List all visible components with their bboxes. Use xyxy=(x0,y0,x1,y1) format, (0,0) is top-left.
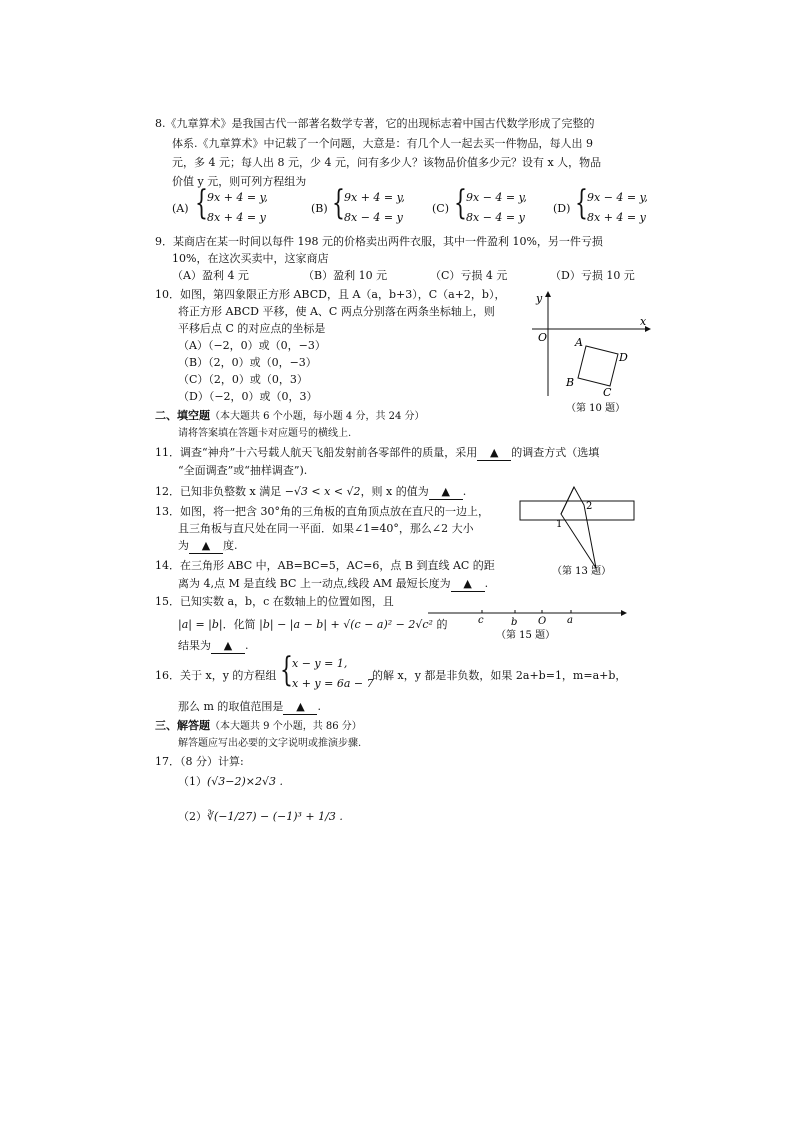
q15-line1: 15．已知实数 a，b，c 在数轴上的位置如图，且 xyxy=(155,595,394,608)
option-label: (B) xyxy=(311,202,328,215)
q15-text-result: 结果为 xyxy=(178,639,211,652)
brace-icon: { xyxy=(195,183,208,223)
q9-option-d: （D）亏损 10 元 xyxy=(550,269,635,282)
q15-expression: |b| − |a − b| + √(c − a)² − 2√c² xyxy=(259,618,433,631)
option-label: (C) xyxy=(432,202,449,215)
q15-line3: 结果为 ▲ . xyxy=(178,639,249,652)
q14-line1: 14．在三角形 ABC 中，AB=BC=5，AC=6，点 B 到直线 AC 的距 xyxy=(155,559,495,572)
point-a-label: A xyxy=(575,336,583,349)
brace-icon: { xyxy=(575,183,588,223)
origin-label: O xyxy=(538,331,548,344)
q11-text-a: 11．调查“神舟”十六号载人航天飞船发射前各零部件的质量，采用 xyxy=(155,446,478,459)
angle-2-label: 2 xyxy=(586,501,593,512)
q11-line1 xyxy=(155,446,599,461)
q10-option-c: （C）（2，0）或（0，3） xyxy=(178,373,308,386)
q12-text-pre: 12．已知非负整数 x 满足 xyxy=(155,485,282,498)
brace-icon: { xyxy=(332,183,345,223)
q11-line2: “全面调查”或“抽样调查”). xyxy=(178,464,308,477)
q8-line4: 价值 y 元，则可列方程组为 xyxy=(172,175,307,188)
answer-blank: ▲ xyxy=(283,700,317,715)
brace-icon: { xyxy=(454,183,467,223)
q17-expression-1: (√3−2)×2√3 . xyxy=(207,775,284,788)
section-2-heading xyxy=(155,409,425,424)
q14-line2: 离为 4,点 M 是直线 BC 上一动点,线段 AM 最短长度为 ▲ . xyxy=(178,577,489,590)
q16-text: 那么 m 的取值范围是 xyxy=(178,700,284,713)
part-label: （1） xyxy=(178,775,207,788)
q10-figure xyxy=(528,288,658,416)
section-2-note: （本大题共 6 个小题，每小题 4 分，共 24 分） xyxy=(210,411,425,422)
q9-option-a: （A）盈利 4 元 xyxy=(172,269,249,282)
origin-label: O xyxy=(538,616,547,627)
part-label: （2） xyxy=(178,810,207,823)
q15-text-end: 的 xyxy=(436,618,448,631)
q8-line3: 元，多 4 元；每人出 8 元，少 4 元，问有多少人？该物品价值多少元？设有 x 人，物品 xyxy=(172,156,602,169)
point-b-label: B xyxy=(566,376,575,389)
equation: 9x − 4 = y, xyxy=(587,191,648,204)
option-label: (D) xyxy=(553,202,571,215)
equation: 9x + 4 = y, xyxy=(344,191,405,204)
point-d-label: D xyxy=(619,351,628,364)
y-axis-label: y xyxy=(536,292,543,305)
option-label: (A) xyxy=(172,202,189,215)
q13-line1: 13．如图，将一把含 30°角的三角板的直角顶点放在直尺的一边上， xyxy=(155,505,489,518)
q13-text-b: 度. xyxy=(223,539,238,552)
equation: 8x + 4 = y xyxy=(207,211,266,224)
q10-option-d: （D）（−2，0）或（0，3） xyxy=(178,390,318,403)
ruler xyxy=(520,501,634,520)
section-3-note: （本大题共 9 个小题，共 86 分） xyxy=(210,721,362,732)
equation: 9x + 4 = y, xyxy=(207,191,268,204)
q10-option-a: （A）（−2，0）或（0，−3） xyxy=(178,339,326,352)
q12-text-post: ，则 x 的值为 xyxy=(360,485,429,498)
point-c-label: C xyxy=(603,386,612,399)
q9-line1: 9．某商店在某一时间以每件 198 元的价格卖出两件衣服，其中一件盈利 10%，另一件亏损 xyxy=(155,235,603,248)
point-c-label: c xyxy=(478,615,484,626)
angle-1-label: 1 xyxy=(556,519,563,530)
q17-part2 xyxy=(178,810,343,824)
answer-blank: ▲ xyxy=(451,577,485,592)
q10-line1: 10．如图，第四象限正方形 ABCD，且 A（a，b+3），C（a+2，b）， xyxy=(155,288,506,301)
point-a-label: a xyxy=(567,615,573,626)
q15-line2 xyxy=(178,618,447,632)
q8-line1: 8.《九章算术》是我国古代一部著名数学专著，它的出现标志着中国古代数学形成了完整的 xyxy=(155,117,595,130)
q13-line3 xyxy=(178,539,238,554)
q10-option-b: （B）（2，0）或（0，−3） xyxy=(178,356,317,369)
equation: 9x − 4 = y, xyxy=(466,191,527,204)
square-abcd xyxy=(578,346,618,386)
q17-title: 17．（8 分）计算: xyxy=(155,755,244,768)
q12-inequality: −√3 < x < √2 xyxy=(284,485,361,498)
q13-line2: 且三角板与直尺处在同一平面．如果∠1=40°，那么∠2 大小 xyxy=(178,522,474,535)
section-2-title: 二、填空题 xyxy=(155,409,210,422)
section-3-instruction: 解答题应写出必要的文字说明或推演步骤. xyxy=(178,738,362,749)
q14-text: 离为 4,点 M 是直线 BC 上一动点,线段 AM 最短长度为 xyxy=(178,577,451,590)
q13-text-a: 为 xyxy=(178,539,189,552)
q10-line3: 平移后点 C 的对应点的坐标是 xyxy=(178,322,326,335)
section-3-heading xyxy=(155,719,362,734)
q16-post: 的解 x，y 都是非负数，如果 2a+b=1，m=a+b， xyxy=(372,669,627,682)
q16-line2: 那么 m 的取值范围是 ▲ . xyxy=(178,700,321,713)
q12-line: 12．已知非负整数 x 满足 −√3 < x < √2，则 x 的值为 ▲ . xyxy=(155,485,467,498)
q15-text: ．化简 xyxy=(222,618,256,631)
q13-figure-caption: （第 13 题） xyxy=(552,566,612,577)
equation: 8x − 4 = y xyxy=(466,211,525,224)
q17-part1 xyxy=(178,775,283,789)
q15-figure-caption: （第 15 题） xyxy=(496,630,556,641)
q16-equation-1: x − y = 1, xyxy=(292,657,348,670)
point-b-label: b xyxy=(511,617,518,628)
q9-option-b: （B）盈利 10 元 xyxy=(303,269,388,282)
equation: 8x + 4 = y xyxy=(587,211,646,224)
q9-option-c: （C）亏损 4 元 xyxy=(430,269,508,282)
x-axis-label: x xyxy=(640,315,647,328)
answer-blank: ▲ xyxy=(211,639,245,654)
section-3-title: 三、解答题 xyxy=(155,719,210,732)
q10-line2: 将正方形 ABCD 平移，使 A、C 两点分别落在两条坐标轴上，则 xyxy=(178,305,495,318)
q11-text-b: 的调查方式（选填 xyxy=(511,446,600,459)
q17-expression-2: ∛(−1/27) − (−1)³ + 1/3 . xyxy=(207,810,343,823)
brace-icon: { xyxy=(280,650,293,690)
q9-line2: 10%，在这次买卖中，这家商店 xyxy=(172,252,329,265)
triangle-ruler xyxy=(561,487,596,568)
answer-blank: ▲ xyxy=(189,539,223,554)
q16-equation-2: x + y = 6a − 7 xyxy=(292,677,374,690)
q13-figure xyxy=(516,484,642,580)
section-2-instruction: 请将答案填在答题卡对应题号的横线上. xyxy=(178,428,352,439)
q16-pre: 16．关于 x，y 的方程组 xyxy=(155,669,277,682)
answer-blank: ▲ xyxy=(477,446,511,461)
q8-line2: 体系.《九章算术》中记载了一个问题，大意是：有几个人一起去买一件物品，每人出 9 xyxy=(172,137,593,150)
answer-blank: ▲ xyxy=(429,485,463,500)
q15-number-line xyxy=(424,604,636,646)
equation: 8x − 4 = y xyxy=(344,211,403,224)
q15-abs-condition: |a| = |b| xyxy=(178,618,223,631)
q10-figure-caption: （第 10 题） xyxy=(566,403,626,414)
